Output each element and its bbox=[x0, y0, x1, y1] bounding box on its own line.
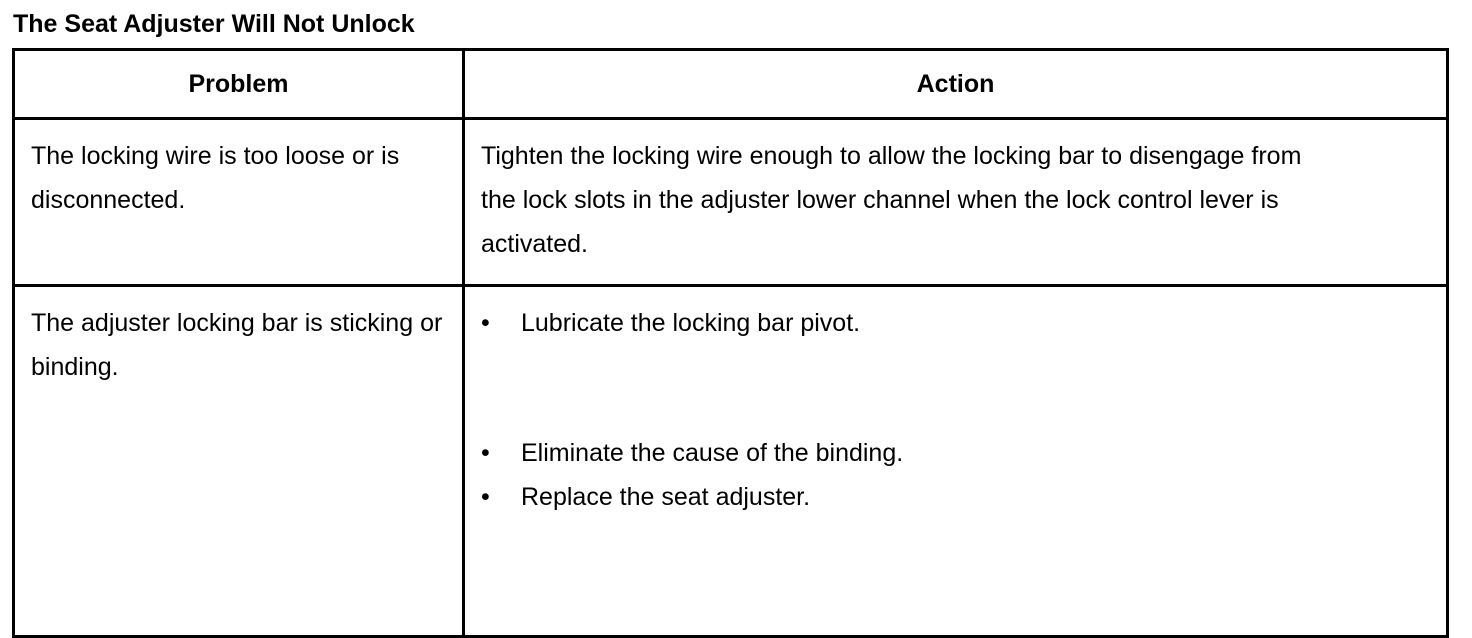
action-cell bbox=[464, 119, 1448, 286]
page-title: The Seat Adjuster Will Not Unlock bbox=[13, 10, 415, 38]
header-action: Action bbox=[464, 50, 1448, 119]
problem-text: The locking wire is too loose or is disconnected. bbox=[31, 142, 400, 214]
bullet-icon: • bbox=[481, 308, 490, 337]
list-item bbox=[481, 475, 1446, 519]
problem-cell bbox=[14, 285, 464, 636]
list-item bbox=[481, 301, 1446, 345]
table-row bbox=[14, 119, 1448, 286]
action-item-text: Lubricate the locking bar pivot. bbox=[521, 308, 861, 337]
action-item-text: Replace the seat adjuster. bbox=[521, 482, 811, 511]
action-item-text: Eliminate the cause of the binding. bbox=[521, 438, 904, 467]
troubleshooting-table bbox=[12, 48, 1449, 638]
action-bullet-list bbox=[465, 287, 1446, 519]
bullet-icon: • bbox=[481, 482, 490, 511]
problem-cell bbox=[14, 119, 464, 286]
bullet-icon: • bbox=[481, 438, 490, 467]
header-problem: Problem bbox=[14, 50, 464, 119]
action-cell bbox=[464, 285, 1448, 636]
problem-text: The adjuster locking bar is sticking or binding. bbox=[31, 308, 443, 381]
table-header-row bbox=[14, 50, 1448, 119]
table-row bbox=[14, 285, 1448, 636]
list-item bbox=[481, 431, 1446, 475]
action-text: Tighten the locking wire enough to allow the locking bar to disengage from the lock slots in the adjuster lower channel when the lock control lever is activated. bbox=[481, 142, 1302, 258]
